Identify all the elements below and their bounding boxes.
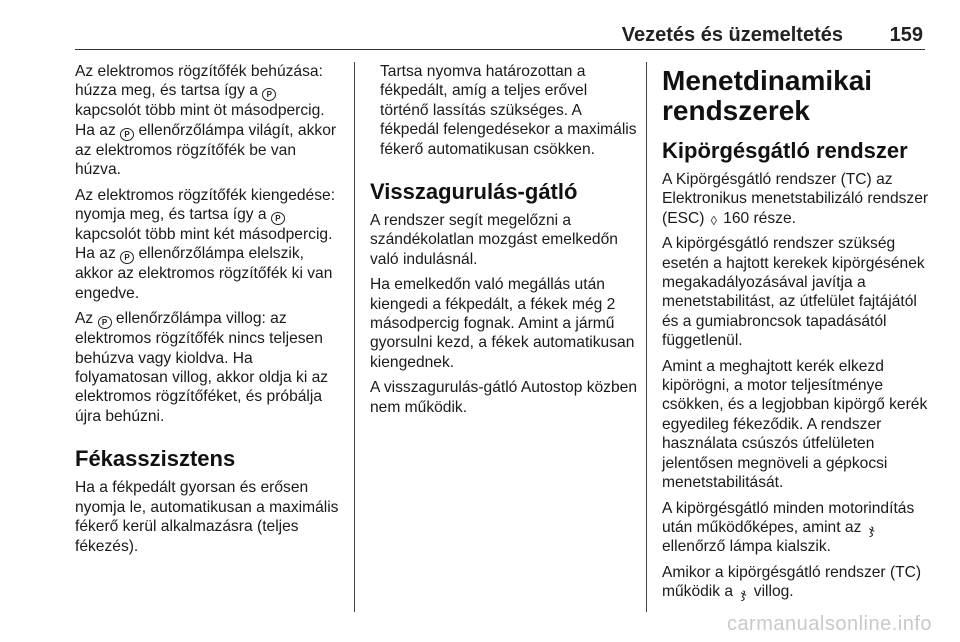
section-title: Menetdinamikai rendszerek (662, 65, 873, 126)
heading-traction-control: Kipörgésgátló rendszer (662, 138, 908, 163)
page-header (75, 20, 925, 50)
traction-control-icon: ჯ (868, 521, 875, 537)
cross-reference-icon: ◊ (710, 212, 718, 228)
chapter-title: Vezetés és üzemeltetés (621, 24, 843, 46)
paragraph-brake-flashing: Az P ellenőrzőlámpa villog: az elektromos rögzítőfék nincs teljesen behúzva vagy kioldva. Ha folyamatosan villog, akkor oldja ki az elektromos rögzítőféket, és próbálja újra behúzni. (75, 310, 329, 425)
heading-hill-start-assist: Visszagurulás-gátló (370, 179, 578, 205)
paragraph-brake-hold: Tartsa nyomva határozottan a fékpedált, amíg a teljes erővel történő lassítás szükséges. A fékpedál felengedésekor a maximális fékerő automatikusan csökken. (380, 63, 637, 158)
paragraph-tc-2: A kipörgésgátló rendszer szükség esetén a hajtott kerekek kipörgésének megakadályozásával javítja a menetstabilitást, az útfelület fajtájától és a gumiabroncsok tapadásától függetlenül. (662, 235, 925, 350)
watermark: carmanualsonline.info (726, 613, 932, 635)
column-divider-1 (354, 62, 355, 612)
parking-brake-icon: P (120, 251, 134, 264)
paragraph-tc-4: A kipörgésgátló minden motorindítás után működőképes, amint az ჯ ellenőrző lámpa kialszik. (662, 499, 915, 556)
paragraph-hill-1: A rendszer segít megelőzni a szándékolatlan mozgást emelkedőn való indulásnál. (370, 212, 618, 268)
page-number: 159 (889, 24, 923, 46)
paragraph-brake-assist: Ha a fékpedált gyorsan és erősen nyomja le, automatikusan a maximális fékerő kerül alkalmazásra (teljes fékezés). (75, 479, 339, 555)
column-divider-2 (646, 62, 647, 612)
paragraph-tc-1: A Kipörgésgátló rendszer (TC) az Elektronikus menetstabilizáló rendszer (ESC) ◊ 160 része. (662, 171, 929, 228)
parking-brake-icon: P (262, 88, 276, 101)
parking-brake-icon: P (98, 316, 112, 329)
paragraph-tc-3: Amint a meghajtott kerék elkezd kipörögni, a motor teljesítménye csökken, és a legjobban kipörgő kerék egyedileg fékeződik. A rendszer használata csúszós útfelületen jelentősen megnöveli a gépkocsi menetstabilitását. (662, 357, 928, 492)
heading-brake-assist: Fékasszisztens (75, 446, 236, 472)
paragraph-hill-2: Ha emelkedőn való megállás után kiengedi a fékpedált, a fékek még 2 másodpercig fognak. Amint a jármű gyorsulni kezd, a fékek automatikusan kiengednek. (370, 276, 635, 371)
header-divider (75, 49, 925, 50)
paragraph-brake-apply: Az elektromos rögzítőfék behúzása: húzza meg, és tartsa így a P kapcsolót több mint öt másodpercig. Ha az P ellenőrzőlámpa világít, akkor az elektromos rögzítőfék be van húzva. (75, 63, 337, 179)
paragraph-hill-3: A visszagurulás-gátló Autostop közben nem működik. (370, 379, 637, 416)
paragraph-tc-5: Amikor a kipörgésgátló rendszer (TC) működik a ჯ villog. (662, 563, 922, 602)
column-1 (75, 62, 343, 562)
parking-brake-icon: P (120, 128, 134, 141)
parking-brake-icon: P (271, 212, 285, 225)
paragraph-brake-release: Az elektromos rögzítőfék kiengedése: nyomja meg, és tartsa így a P kapcsolót több mint két másodpercig. Ha az P ellenőrzőlámpa elelszik, akkor az elektromos rögzítőfék ki van engedve. (75, 186, 336, 302)
column-3 (662, 62, 930, 608)
column-2 (370, 62, 638, 423)
traction-control-icon: ჯ (740, 586, 747, 602)
